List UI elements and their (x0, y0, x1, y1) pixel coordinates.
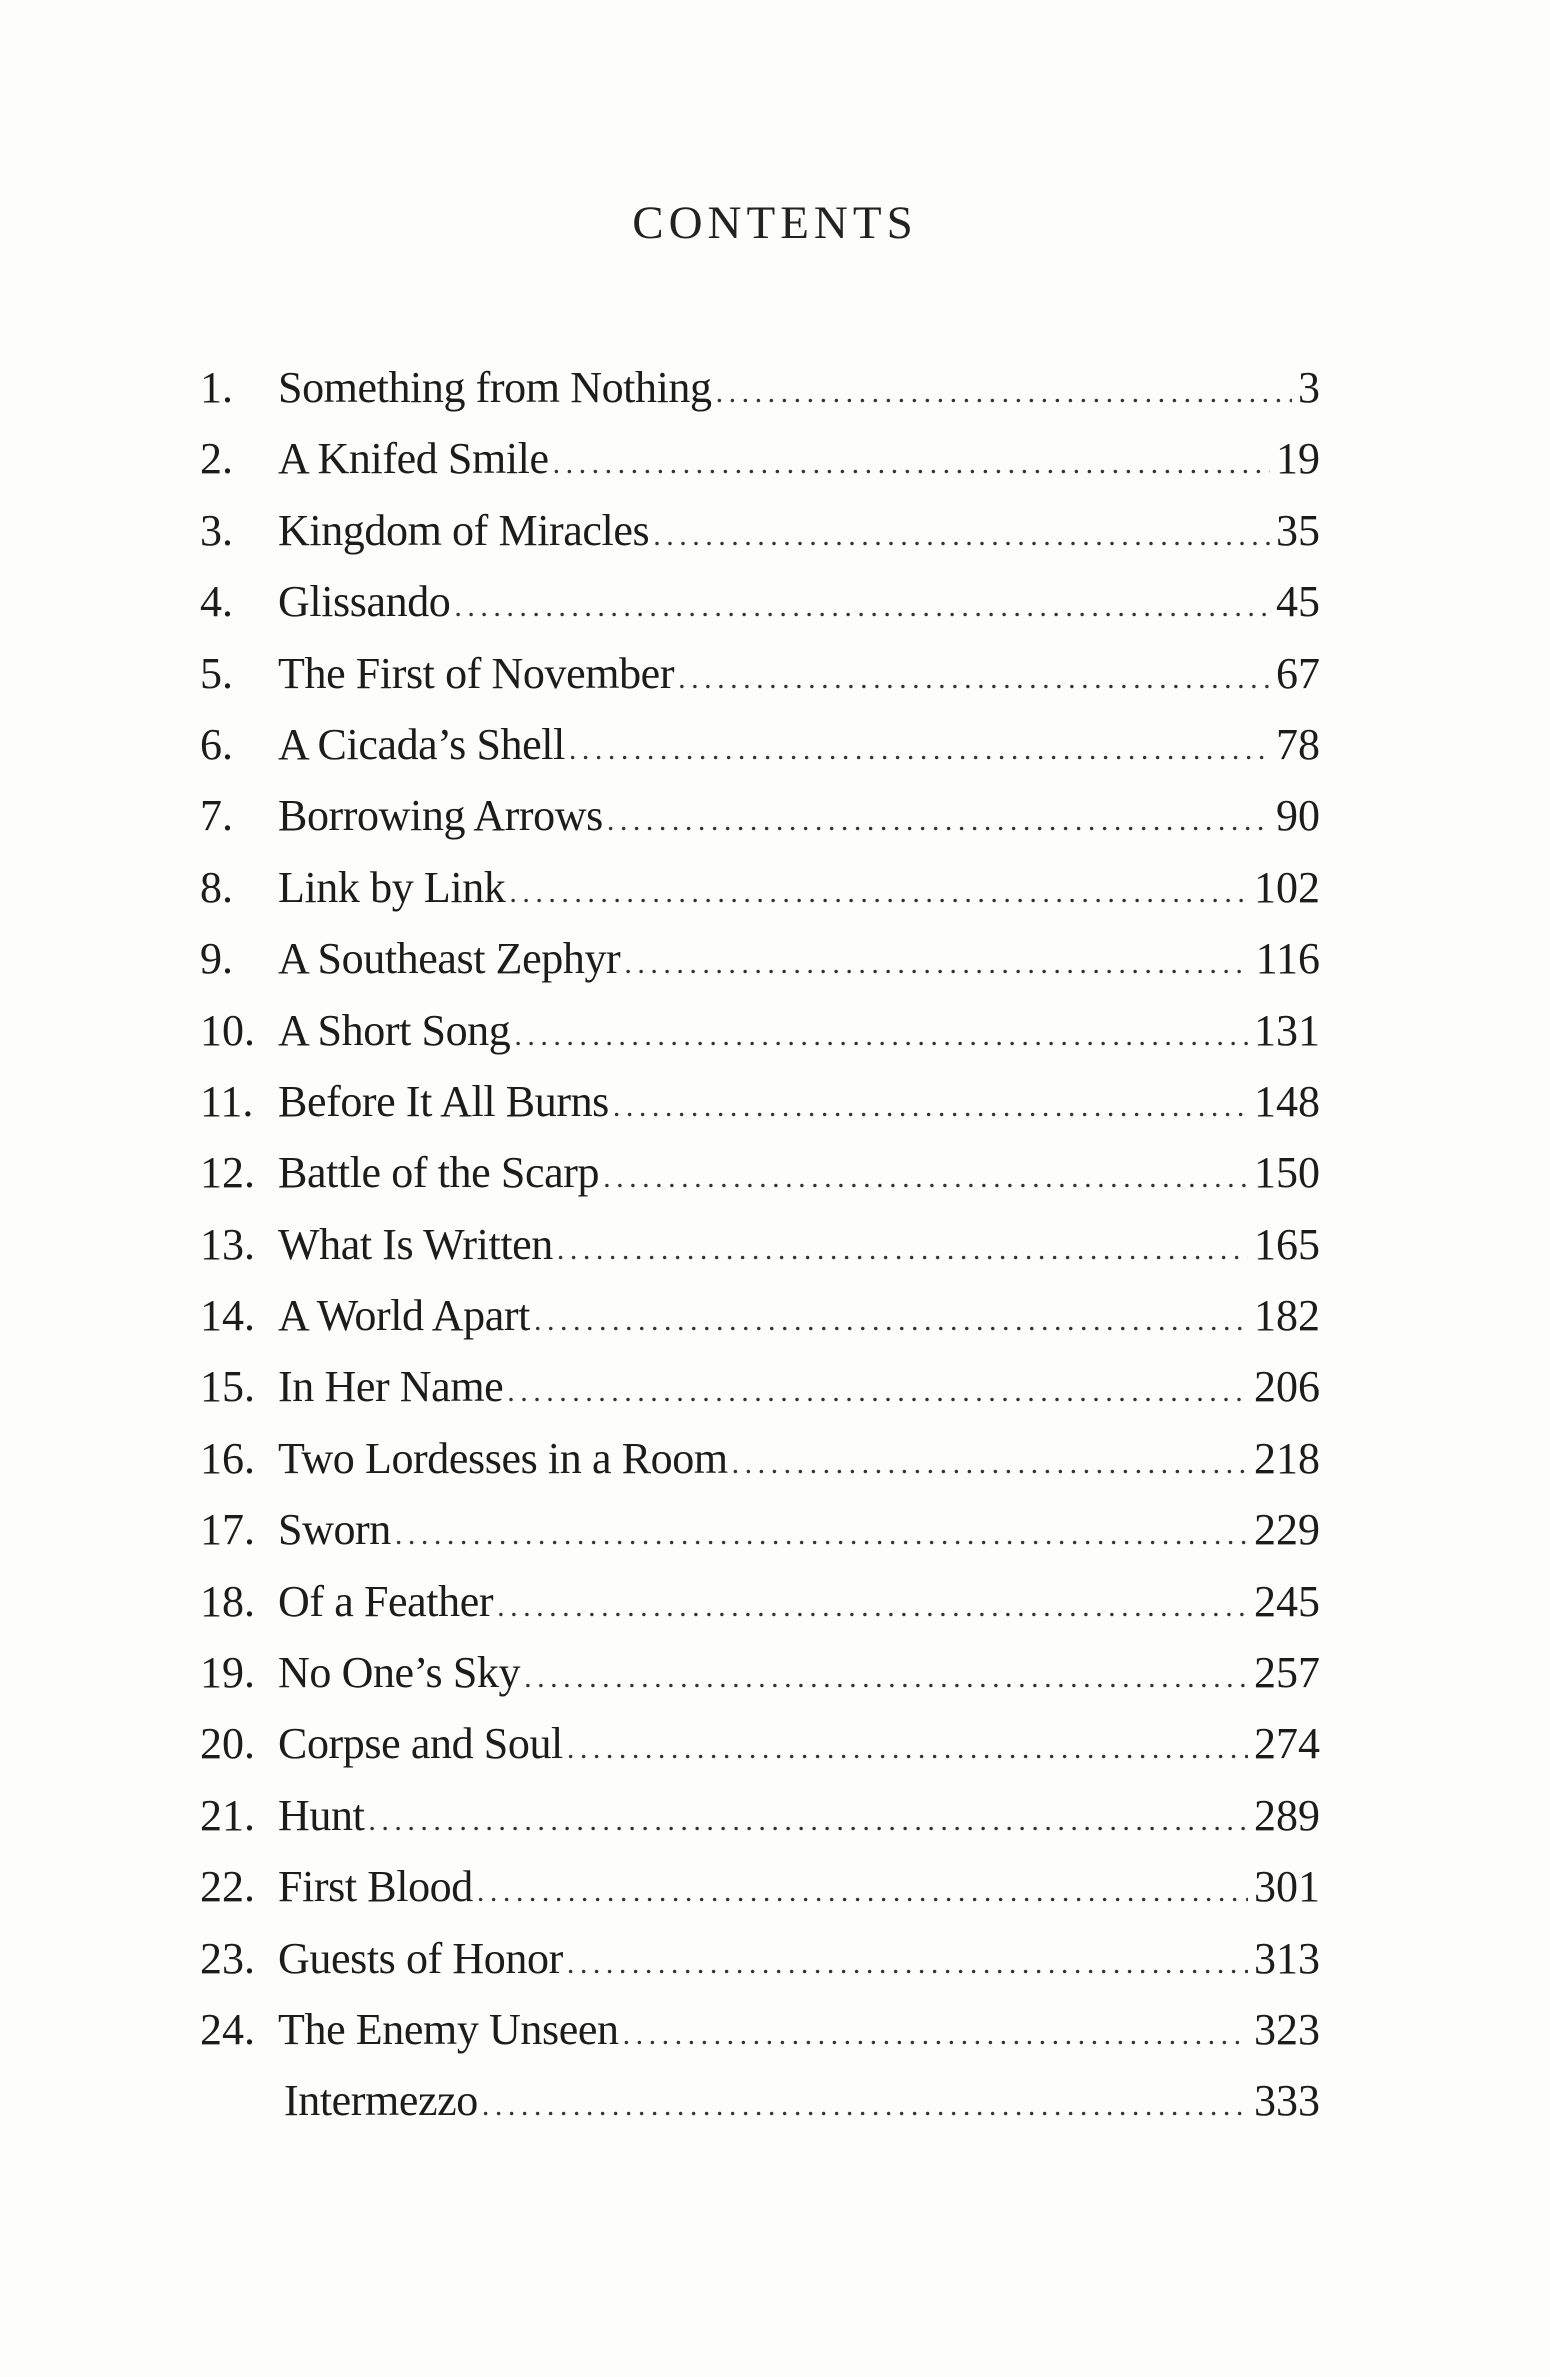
chapter-title: A Southeast Zephyr (278, 934, 621, 984)
dot-leader (507, 1356, 1248, 1427)
dot-leader (368, 1785, 1248, 1856)
chapter-title: Before It All Burns (278, 1076, 609, 1126)
chapter-number: 18. (200, 1576, 255, 1626)
dot-leader (395, 1499, 1248, 1570)
toc-entry (200, 566, 1320, 637)
dot-leader (482, 2070, 1248, 2141)
chapter-number: 17. (200, 1505, 255, 1555)
chapter-number: 22. (200, 1862, 255, 1912)
chapter-number: 15. (200, 1362, 255, 1412)
dot-leader (569, 714, 1270, 785)
page-number: 182 (1254, 1291, 1320, 1341)
dot-leader (567, 1713, 1248, 1784)
toc-entry (200, 923, 1320, 994)
toc-entry (200, 1923, 1320, 1994)
chapter-number: 10. (200, 1005, 255, 1055)
chapter-title: Corpse and Soul (278, 1719, 563, 1769)
chapter-title: No One’s Sky (278, 1648, 521, 1698)
toc-entry (200, 1780, 1320, 1851)
page-number: 257 (1254, 1648, 1320, 1698)
page-number: 131 (1254, 1005, 1320, 1055)
chapter-title: Something from Nothing (278, 363, 712, 412)
page-number: 78 (1276, 719, 1320, 769)
dot-leader (553, 428, 1270, 499)
page-title: CONTENTS (632, 197, 918, 249)
toc-entry (200, 1280, 1320, 1351)
page-number: 333 (1254, 2076, 1320, 2126)
page-number: 274 (1254, 1719, 1320, 1769)
chapter-title: Intermezzo (284, 2076, 478, 2126)
chapter-title: First Blood (278, 1862, 473, 1912)
page-number: 289 (1254, 1790, 1320, 1840)
toc-entry (200, 1209, 1320, 1280)
dot-leader (477, 1856, 1248, 1927)
dot-leader (497, 1571, 1248, 1642)
chapter-number: 21. (200, 1790, 255, 1840)
page-number: 229 (1254, 1505, 1320, 1555)
toc-entry (200, 2065, 1320, 2136)
chapter-number: 24. (200, 2004, 255, 2054)
dot-leader (653, 500, 1270, 571)
chapter-number: 9. (200, 934, 233, 984)
page-number: 206 (1254, 1362, 1320, 1412)
toc-entry (200, 995, 1320, 1066)
page-number: 102 (1254, 862, 1320, 912)
page-number: 90 (1276, 791, 1320, 841)
chapter-number: 7. (200, 791, 233, 841)
toc-entry (200, 638, 1320, 709)
chapter-title: In Her Name (278, 1362, 504, 1412)
toc-entry (200, 780, 1320, 851)
page-number: 150 (1254, 1148, 1320, 1198)
chapter-title: The Enemy Unseen (278, 2004, 619, 2054)
toc-entry (200, 852, 1320, 923)
chapter-number: 20. (200, 1719, 255, 1769)
chapter-title: A Knifed Smile (278, 434, 549, 484)
page-number: 301 (1254, 1862, 1320, 1912)
page-number: 245 (1254, 1576, 1320, 1626)
chapter-number: 19. (200, 1648, 255, 1698)
chapter-title: Battle of the Scarp (278, 1148, 600, 1198)
toc-entry (200, 1851, 1320, 1922)
chapter-title: What Is Written (278, 1219, 553, 1269)
toc-entry (200, 423, 1320, 494)
page-number: 19 (1276, 434, 1320, 484)
toc-entry (200, 1066, 1320, 1137)
toc-entry (200, 1566, 1320, 1637)
page-number: 45 (1276, 577, 1320, 627)
chapter-title: The First of November (278, 648, 675, 698)
chapter-title: Sworn (278, 1505, 391, 1555)
chapter-number: 8. (200, 862, 233, 912)
page-number: 67 (1276, 648, 1320, 698)
dot-leader (716, 357, 1292, 428)
chapter-title: Kingdom of Miracles (278, 505, 650, 555)
dot-leader (514, 1000, 1248, 1071)
dot-leader (607, 785, 1270, 856)
page-number: 116 (1255, 934, 1320, 984)
chapter-number: 12. (200, 1148, 255, 1198)
page-number: 148 (1254, 1076, 1320, 1126)
chapter-number: 23. (200, 1933, 255, 1983)
chapter-title: Borrowing Arrows (278, 791, 603, 841)
toc-entry (200, 1994, 1320, 2065)
chapter-number: 14. (200, 1291, 255, 1341)
dot-leader (534, 1285, 1248, 1356)
page-number: 35 (1276, 505, 1320, 555)
chapter-number: 5. (200, 648, 233, 698)
toc-entry (200, 495, 1320, 566)
page-number: 165 (1254, 1219, 1320, 1269)
chapter-title: A Short Song (278, 1005, 511, 1055)
chapter-title: Glissando (278, 577, 451, 627)
page-number: 323 (1254, 2004, 1320, 2054)
toc-entry (200, 709, 1320, 780)
chapter-number: 13. (200, 1219, 255, 1269)
chapter-number: 11. (200, 1076, 254, 1126)
dot-leader (613, 1071, 1248, 1142)
dot-leader (454, 571, 1270, 642)
dot-leader (624, 928, 1249, 999)
chapter-number: 4. (200, 577, 233, 627)
toc-entry (200, 1351, 1320, 1422)
chapter-number: 1. (200, 363, 233, 412)
chapter-number: 3. (200, 505, 233, 555)
chapter-title: Guests of Honor (278, 1933, 563, 1983)
dot-leader (557, 1214, 1248, 1285)
chapter-number: 2. (200, 434, 233, 484)
page-number: 3 (1298, 363, 1320, 412)
dot-leader (623, 1999, 1248, 2070)
chapter-title: A World Apart (278, 1291, 530, 1341)
dot-leader (567, 1928, 1248, 1999)
page-number: 218 (1254, 1433, 1320, 1483)
chapter-title: Of a Feather (278, 1576, 494, 1626)
dot-leader (524, 1642, 1248, 1713)
toc-entry (200, 352, 1320, 423)
chapter-title: A Cicada’s Shell (278, 719, 565, 769)
dot-leader (509, 857, 1248, 928)
chapter-number: 16. (200, 1433, 255, 1483)
dot-leader (732, 1428, 1248, 1499)
chapter-title: Two Lordesses in a Room (278, 1433, 728, 1483)
toc-entry (200, 1137, 1320, 1208)
chapter-title: Hunt (278, 1790, 365, 1840)
chapter-title: Link by Link (278, 862, 506, 912)
toc-entry (200, 1423, 1320, 1494)
toc-entry (200, 1494, 1320, 1565)
toc-entry (200, 1708, 1320, 1779)
page-number: 313 (1254, 1933, 1320, 1983)
chapter-number: 6. (200, 719, 233, 769)
dot-leader (603, 1142, 1248, 1213)
toc-entry (200, 1637, 1320, 1708)
table-of-contents (200, 352, 1320, 2137)
dot-leader (678, 643, 1270, 714)
